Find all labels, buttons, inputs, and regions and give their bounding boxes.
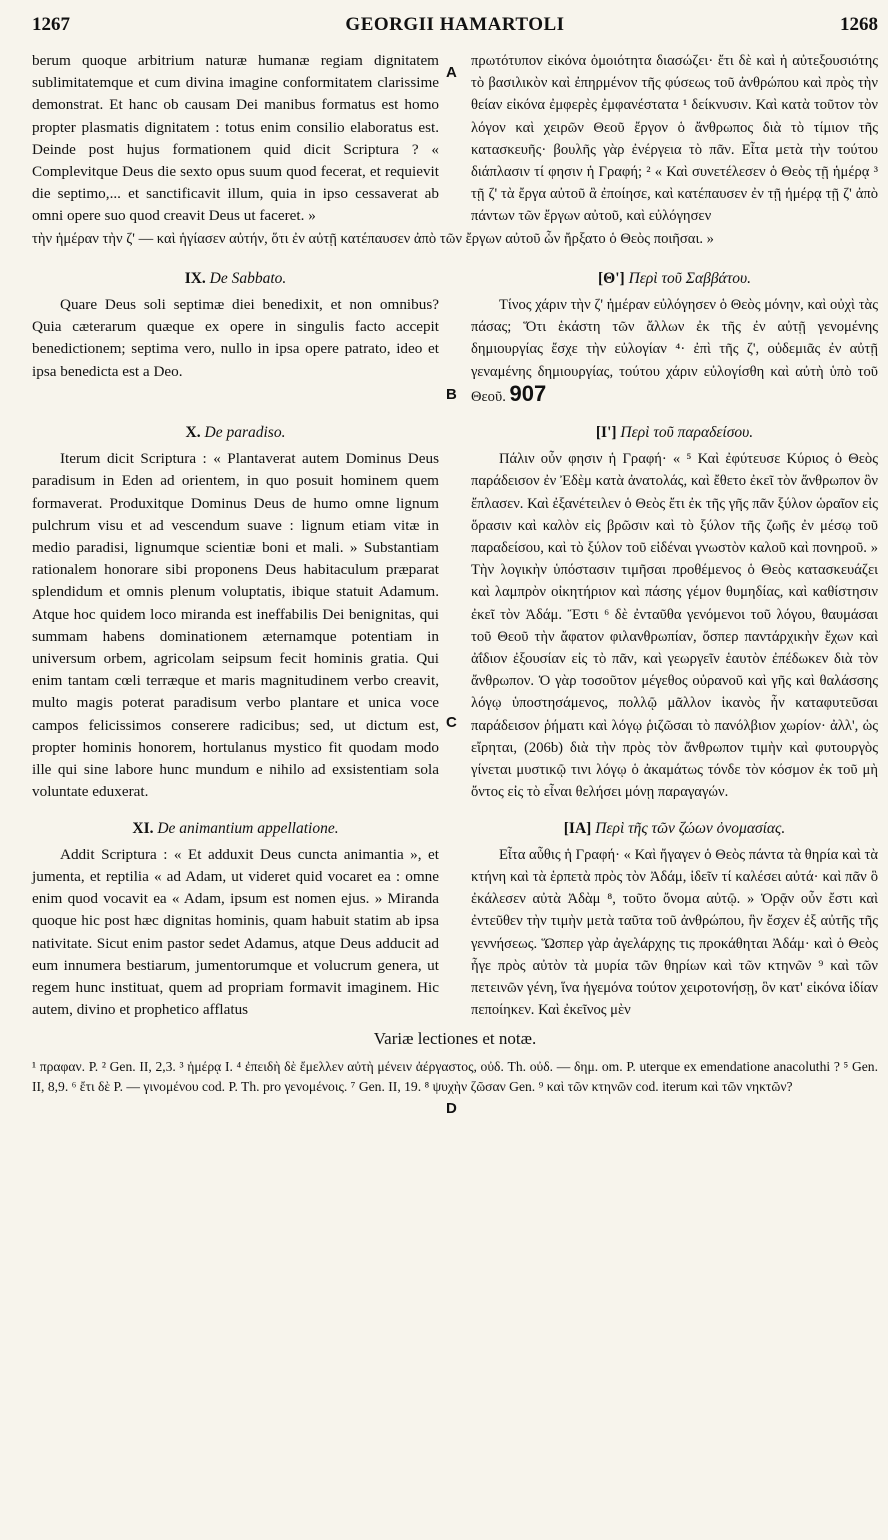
greek-text: Εἶτα αὖθις ἡ Γραφή· « Καὶ ἤγαγεν ὁ Θεὸς πάντα τὰ θηρία καὶ τὰ κτήνη καὶ τὰ ἑρπετὰ πρὸς τὸν Ἀδάμ, ἰδεῖν τί καλέσει αὐτά· καὶ πᾶν ὃ ἐκάλεσεν αὐτὰ Ἀδὰμ ⁸, τοῦτο ὄνομα αὐτῷ. » Ὁρᾷν οὖν ἔστι καὶ ἐντεῦθεν τὴν τιμὴν μετὰ ταῦτα τοῦ ἀνθρώπου, ἣν ἔσχεν ἐξ αὐτῆς τῆς γεννήσεως. Ὥσπερ γὰρ ἀγελάρχης τις προκάθηται Ἀδάμ· καὶ ὁ Θεὸς ἦγε πρὸς αὐτὸν τὰ μυρία τῶν θηρίων καὶ τῶν κτηνῶν ⁹ καὶ τῶν πετεινῶν γένη, ἵνα ἡγεμόνα τούτον χειροτονήσῃ, ὃν κατ' εἰκόνα ἰδίαν πεποίηκεν. Καὶ ἐκεῖνος μὲν xyxy=(471,846,878,1019)
section-paradise xyxy=(32,408,878,803)
greek-text: Τίνος χάριν τὴν ζ' ἡμέραν εὐλόγησεν ὁ Θεὸς μόνην, καὶ οὐχὶ τὰς πάσας; Ὅτι ἑκάστη τῶν ἄλλων ἐκ τῆς ἐν αὐτῇ γενομένης δημιουργίας ἔσχε τὴν εὐλογίαν ⁴· ἐπὶ τῆς ζ', οὐδεμιᾶς ἐν αὐτῇ γεναμένης δημιουργίας, τούτου χάριν εὐλογίσθη καὶ αὐτὴ ὑπὸ τοῦ Θεοῦ. 907 xyxy=(471,297,878,406)
latin-column xyxy=(32,408,457,803)
latin-text: berum quoque arbitrium naturæ humanæ regiam dignitatem sublimitatemque et cum divina imagine conformitatem clarissime demonstrat. Et hanc ob causam Dei manibus formatus est homo propter plasmatis dignitatem : totus enim consilio elaboratus est. Deinde post hujus formationem quid dicit Scriptura ? « Complevitque Deus die sexto opus suum quod fecerat, et requievit die septimo,... et sanctificavit illum, quia in ipso cessaverat ab omni opere suo quod creavit Deus ut faceret. » xyxy=(32,52,439,225)
greek-text: πρωτότυπον εἰκόνα ὁμοιότητα διασώζει· ἔτι δὲ καὶ ἡ αὐτεξουσιότης τὸ βασιλικὸν καὶ ἐπηρμένον τῆς φύσεως τοῦ ἀνθρώπου καὶ πρὸς τὴν θείαν εἰκόνα ἐμφερὲς ἐμφανέστατα ¹ δείκνυσιν. Καὶ κατὰ τοῦτον τὸν λόγον καὶ χειρῶν Θεοῦ ἔργον ὁ ἄνθρωπος διὰ τὸ τίμιον τῆς κατασκευῆς· βουλῆς γὰρ ἐνέργεια τὸ πᾶν. Εἶτα μετὰ τὴν τούτου διάπλασιν τί φησιν ἡ Γραφή; ² « Καὶ συνετέλεσεν ὁ Θεὸς τῇ ἡμέρᾳ ³ τῇ ζ' τὰ ἔργα αὐτοῦ ἃ ἐποίησε, καὶ κατέπαυσεν ἐν τῇ ἡμέρᾳ τῇ ζ' ἀπὸ πάντων τῶν ἔργων αὐτοῦ, καὶ εὐλόγησεν xyxy=(471,53,878,225)
latin-column xyxy=(32,804,457,1022)
section-animals xyxy=(32,804,878,1022)
left-page-number: 1267 xyxy=(32,14,70,35)
latin-column xyxy=(32,50,457,228)
greek-column xyxy=(471,50,878,228)
section-sabbath xyxy=(32,254,878,408)
margin-letter-c: C xyxy=(446,714,457,731)
section-heading: X. De paradiso. xyxy=(185,424,286,442)
margin-letter-b: B xyxy=(446,386,457,403)
latin-text: Addit Scriptura : « Et adduxit Deus cuncta animantia », et jumenta, et reptilia « ad Adam, ut videret quid vocaret ea : omne enim quod vocavit ea « Adam, ipsum est nomen ejus. » Miranda quoque hic post hæc dignitas hominis, quam habuit statim ab ipsa nativitate. Sicut enim pastor sedet Adamus, atque Deus adducit ad eum innumera bestiarum, jumentorumque et volucrum genera, ut regem hunc instituat, quem ad propriam formavit imaginem. Hic autem, divino et prophetico afflatus xyxy=(32,845,439,1019)
section-heading: XI. De animantium appellatione. xyxy=(132,819,339,837)
section-heading: [ΙΑ] Περὶ τῆς τῶν ζώων ὀνομασίας. xyxy=(563,819,786,837)
running-title: GEORGII HAMARTOLI xyxy=(345,14,565,35)
right-page-number: 1268 xyxy=(840,14,878,35)
margin-letter-a: A xyxy=(446,64,457,81)
margin-letter-d: D xyxy=(446,1100,457,1117)
latin-text: Quare Deus soli septimæ diei benedixit, et non omnibus? Quia cæterarum quæque ex opere in singulis facto accepit benedictionem; septima vero, nullo in ipsa opere patrato, ideo et ipsa benedicta est a Deo. xyxy=(32,296,439,380)
latin-column xyxy=(32,254,457,408)
greek-column xyxy=(471,804,878,1022)
footnotes: ¹ πραφαν. P. ² Gen. II, 2,3. ³ ἡμέρᾳ I. ⁴ ἐπειδὴ δὲ ἔμελλεν αὐτὴ μένειν ἀέργαστος, οὐδ. Th. οὐδ. — δημ. om. P. uterque ex emendatione anacoluthi ? ⁵ Gen. II, 8,9. ⁶ ἔτι δὲ P. — γινομένου cod. P. Th. pro γενομένοις. ⁷ Gen. II, 19. ⁸ ψυχὴν ζῶσαν Gen. ⁹ καὶ τῶν κτηνῶν cod. iterum καὶ τῶν νηκτῶν? xyxy=(32,1059,878,1095)
column-number: 907 xyxy=(509,380,547,406)
greek-column xyxy=(471,254,878,408)
section-heading: [Θ'] Περὶ τοῦ Σαββάτου. xyxy=(598,269,751,287)
latin-text: Iterum dicit Scriptura : « Plantaverat autem Dominus Deus paradisum in Eden ad orientem, in quo posuit hominem quem formaverat. Produxitque Dominus Deus de humo omne lignum pulchrum visu et ad vescendum suave : lignum etiam vitæ in medio paradisi, lignumque scientiæ boni et mali. » Substantiam rationalem honorare sibi proponens Deus habitaculum præparat splendidum et omnis plenum voluptatis, ibique statuit Adamum. Atque hoc quidem loco miranda est ineffabilis Dei benignitas, qui summam habens dominationem æternamque potentiam in universum orbem, agricolam seipsum fecit hominis gratia. Qui enim tantam cœli terræque et maris magnitudinem verbo creavit, multo magis poterat paradisum verbo plantare et unica voce campos felicissimos conserere radicibus; sed, ut dictum est, propter hominis honorem, hortulanus mystico fit quodam modo ille qui sine labore hunc mundum e nihilo ad exsistentiam sola voluntate eduxerat. xyxy=(32,450,439,801)
section-heading: IX. De Sabbato. xyxy=(184,269,287,287)
greek-full-width-line: τὴν ἡμέραν τὴν ζ' — καὶ ἡγίασεν αὐτήν, ὅτι ἐν αὐτῇ κατέπαυσεν ἀπὸ τῶν ἔργων αὐτοῦ ὧν ἤρξατο ὁ Θεὸς ποιῆσαι. » xyxy=(32,230,714,247)
page-header xyxy=(32,14,878,50)
greek-column xyxy=(471,408,878,803)
notes-title: Variæ lectiones et notæ. xyxy=(373,1029,537,1049)
greek-text: Πάλιν οὖν φησιν ἡ Γραφή· « ⁵ Καὶ ἐφύτευσε Κύριος ὁ Θεὸς παράδεισον ἐν Ἐδὲμ κατὰ ἀνατολάς, καὶ ἔθετο ἐκεῖ τὸν ἄνθρωπον ὃν ἔπλασεν. Καὶ ἐξανέτειλεν ὁ Θεὸς ἔτι ἐκ τῆς γῆς πᾶν ξύλον ὡραῖον εἰς ὅρασιν καὶ καλὸν εἰς βρῶσιν καὶ τὸ ξύλον τῆς ζωῆς ἐν μέσῳ τοῦ παραδείσου, καὶ τὸ ξύλον τοῦ εἰδέναι γνωστὸν καλοῦ καὶ πονηροῦ. » Τὴν λογικὴν ὑπόστασιν τιμῆσαι προθέμενος ὁ Θεὸς κατασκευάζει καὶ λαμπρὸν οἰκητήριον καὶ πάσης γέμον θυμηδίας, καὶ καθίστησιν ἐκεῖ τὸν Ἀδάμ. Ἔστι ⁶ δὲ ἐνταῦθα γενόμενοι τοῦ λόγου, θαυμάσαι τοῦ Θεοῦ τὴν ἄφατον φιλανθρωπίαν, ὅσπερ παντάρχικὴν ἔχων καὶ ἀΐδιον ἐξουσίαν εἰς τὸ πᾶν, καὶ γεωργεῖν ἑαυτὸν ἐπέδωκεν διὰ τὸν ἄνθρωπον. Ὁ γὰρ τοσοῦτον μέγεθος οὐρανοῦ καὶ γῆς καὶ θαλάσσης λόγῳ ὑποστησάμενος, πολλῷ μᾶλλον ἱκανὸς ἦν καταφυτεῦσαι παράδεισον ῥήματι καὶ λόγῳ ῥιζῶσαι τὸ πανόλβιον χωρίον· ἀλλ', ὡς εἴρηται, (206b) διὰ τὴν πρὸς τὸν ἄνθρωπον τιμὴν καὶ φυτουργὸς γίνεται μυστικῷ τινι λόγῳ ὁ ἀκαμάτως τόνδε τὸν κόσμον ἐκ τοῦ μὴ ὄντος εἰς τὸ εἶναι θελήσει μόνῃ παραγαγών. xyxy=(471,451,878,801)
section-heading: [Ι'] Περὶ τοῦ παραδείσου. xyxy=(595,424,754,442)
